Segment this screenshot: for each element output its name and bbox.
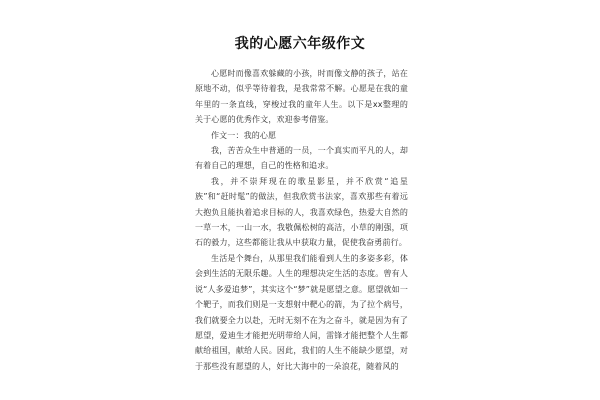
body-paragraph-3: 生活是个舞台，从那里我们能看到人生的多姿多彩，体会到生活的无限乐趣。人生的理想决定生活的态度。曾有人说“人多爱追梦”，其实这个“梦”就是愿望之意。愿望就如一个靶子，而我们则是一支想射中靶心的箭，为了拉个病号，我们就要全力以赴，无时无刻不在为之奋斗，就是因为有了愿望，爱迪生才能把光明带给人间，雷锋才能把整个人生都献给祖国，献给人民。因此，我们的人生不能缺少愿望，对于那些没有愿望的人，好比大海中的一朵浪花，随着风的 (195, 253, 408, 371)
page-title: 我的心愿六年级作文 (234, 36, 366, 52)
section-heading: 作文一：我的心愿 (211, 130, 277, 140)
body-paragraph-1: 我，苦苦众生中普通的一员，一个真实而平凡的人，却有着自己的理想，自己的性格和追求。 (195, 146, 408, 171)
body-paragraph-2: 我，并不崇拜现在的歌星影星，并不欣赏“追星族”和“赶时髦”的做法，但我欣赏书法家，喜欢那些有着远大抱负且能执着追求目标的人，我喜欢绿色，热爱大自然的一草一木，一山一水，我敬佩松树的高洁，小草的刚强，项石的毅力，这些都能让我从中获取力量，促使我奋勇前行。 (195, 176, 408, 248)
intro-paragraph: 心愿时而像喜欢躲藏的小孩，时而像文静的孩子，站在原地不动，似乎等待着我，是我常常不解。心愿是在我的童年里的一条直线，穿梭过我的童年人生。以下是xx整理的关于心愿的优秀作文，欢迎参考借鉴。 (195, 69, 408, 125)
article-body (195, 66, 408, 374)
